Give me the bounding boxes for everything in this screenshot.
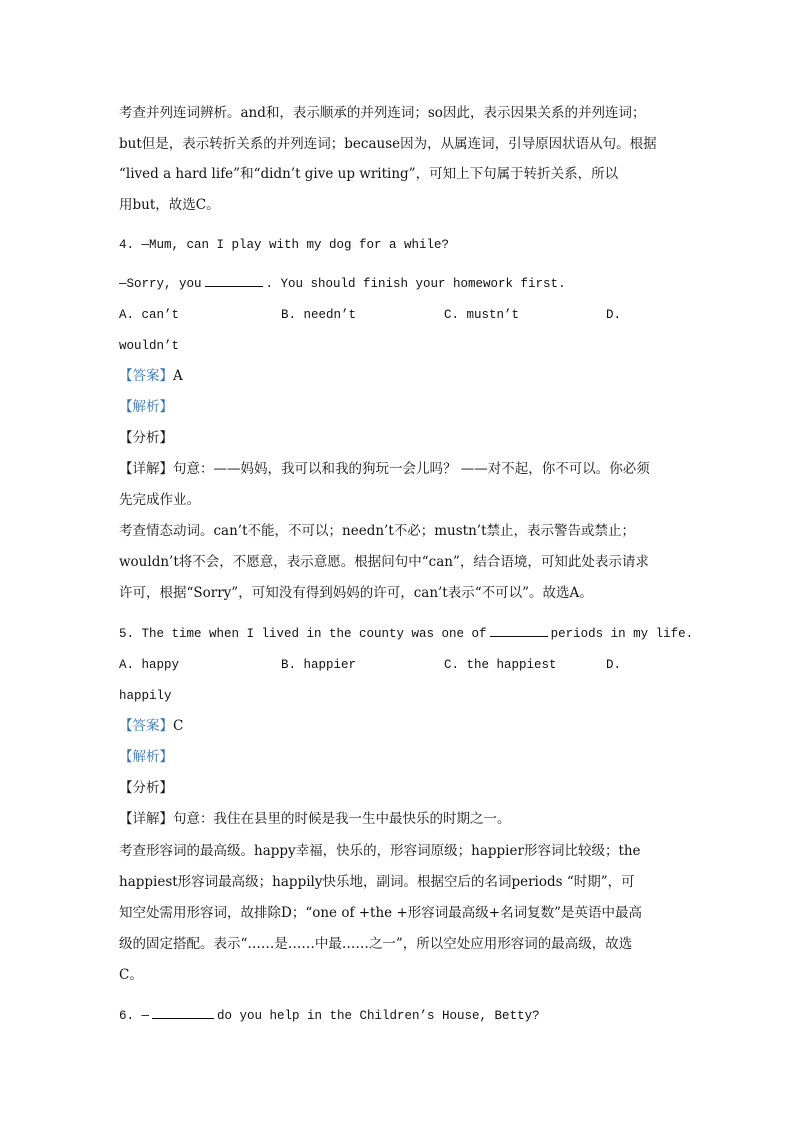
q5-option-c: C. the happiest [444, 658, 557, 672]
q4-detail-label: 【详解】 [119, 461, 173, 477]
q4-reply-after: . You should finish your homework first. [265, 277, 566, 291]
q6-prompt-before: 6. — [119, 1009, 150, 1023]
q4-prompt: 4. —Mum, can I play with my dog for a while? [119, 238, 450, 252]
q5-detail-label: 【详解】 [119, 811, 173, 827]
q4-reply [119, 274, 566, 294]
q3-analysis-line: 用but，故选C。 [119, 197, 220, 213]
q5-answer-blank [490, 624, 548, 637]
q4-answer-blank [205, 274, 263, 287]
q5-jiexi-label: 【解析】 [119, 749, 173, 765]
q5-detail-line: 考查形容词的最高级。happy幸福，快乐的，形容词原级；happier形容词比较级；the [119, 843, 641, 859]
q5-option-a: A. happy [119, 658, 180, 672]
q4-answer-label: 【答案】 [119, 368, 173, 384]
q4-option-d-text: wouldn’t [119, 339, 180, 353]
q4-fenxi-label: 【分析】 [119, 430, 173, 446]
q5-detail-line: 知空处需用形容词，故排除D；“one of +the +形容词最高级+名词复数”是英语中最高 [119, 905, 642, 921]
q5-answer-label: 【答案】 [119, 718, 173, 734]
q5-detail-line: 级的固定搭配。表示“……是……中最……之一”，所以空处应用形容词的最高级，故选 [119, 936, 633, 952]
q5-detail-line: happiest形容词最高级；happily快乐地，副词。根据空后的名词periods “时期”，可 [119, 874, 635, 890]
q4-answer [119, 366, 183, 386]
q4-detail-line: wouldn’t将不会，不愿意，表示意愿。根据问句中“can”，结合语境，可知此处表示请求 [119, 554, 649, 570]
q5-answer [119, 716, 183, 736]
q4-jiexi-label: 【解析】 [119, 399, 173, 415]
q6-prompt-after: do you help in the Children’s House, Betty? [217, 1009, 540, 1023]
q3-analysis-line: “lived a hard life”和“didn’t give up writing”，可知上下句属于转折关系，所以 [119, 166, 619, 182]
q4-option-a: A. can’t [119, 308, 180, 322]
q5-option-d-text: happily [119, 689, 172, 703]
q5-option-d-letter: D. [606, 658, 622, 672]
q5-detail-line: C。 [119, 967, 143, 983]
q6-prompt [119, 1006, 540, 1026]
q4-detail-line: 先完成作业。 [119, 492, 200, 508]
q5-option-b: B. happier [281, 658, 357, 672]
q5-fenxi-label: 【分析】 [119, 780, 173, 796]
q3-analysis-line: 考查并列连词辨析。and和，表示顺承的并列连词；so因此，表示因果关系的并列连词； [119, 105, 646, 121]
q4-detail-line: 考查情态动词。can’t不能，不可以；needn’t不必；mustn’t禁止，表示警告或禁止； [119, 523, 636, 539]
q4-detail-line: 许可，根据“Sorry”，可知没有得到妈妈的许可，can’t表示“不可以”。故选A。 [119, 585, 593, 601]
q5-prompt-after: periods in my life. [550, 627, 694, 641]
q6-answer-blank [152, 1006, 214, 1019]
q3-analysis-line: but但是，表示转折关系的并列连词；because因为，从属连词，引导原因状语从句。根据 [119, 136, 657, 152]
q4-detail-text: 句意：——妈妈，我可以和我的狗玩一会儿吗？ ——对不起，你不可以。你必须 [173, 461, 650, 477]
q4-option-d-letter: D. [606, 308, 622, 322]
q5-detail [119, 809, 511, 829]
q4-reply-before: —Sorry, you [119, 277, 202, 291]
q4-option-b: B. needn’t [281, 308, 357, 322]
q4-option-c: C. mustn’t [444, 308, 520, 322]
q5-detail-text: 句意：我住在县里的时候是我一生中最快乐的时期之一。 [173, 811, 511, 827]
q4-detail [119, 459, 650, 479]
q5-answer-value: C [173, 718, 184, 734]
q4-answer-value: A [173, 368, 183, 384]
q5-prompt-before: 5. The time when I lived in the county was one of [119, 627, 487, 641]
q5-prompt [119, 624, 693, 644]
